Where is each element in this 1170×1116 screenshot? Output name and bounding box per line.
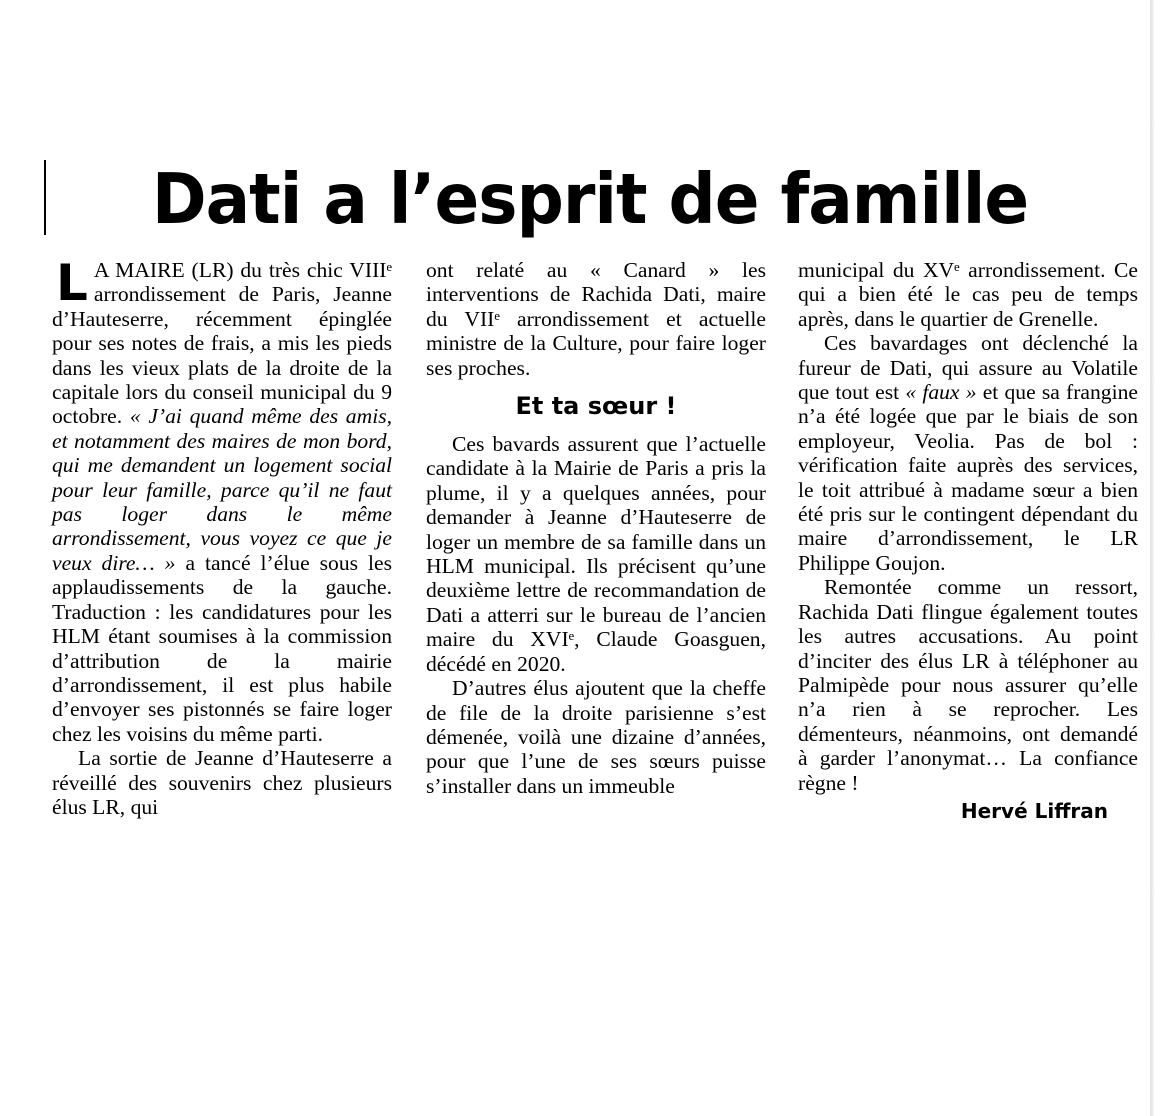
paragraph: D’autres élus ajoutent que la cheffe de file de la droite parisienne s’est démenée, voilà une dizaine d’années, pour que l’une de ses sœurs puisse s’installer dans un immeuble (426, 676, 766, 798)
paragraph-text: a tancé l’élue sous les applaudissements de la gauche. Traduction : les candidatures pour les HLM étant soumises à la commission d’attribution de la mairie d’arrondissement, il est plus habile d’envoyer ses pistonnés se faire loger chez les voisins du même parti. (52, 550, 393, 746)
section-subheading: Et ta sœur ! (515, 392, 677, 421)
author-signature: Hervé Liffran (960, 798, 1108, 823)
page-edge-shadow (1150, 0, 1154, 1116)
quotation: « J’ai quand même des amis, et notamment des maires de mon bord, qui me demandent un logement social pour leur famille, parce qu’il ne faut pas loger dans le même arrondissement, vous voyez ce que je veux dire… » (52, 404, 392, 575)
article-headline: Dati a l’esprit de famille (151, 159, 1029, 240)
article-column-1 (52, 254, 393, 819)
paragraph: Remontée comme un ressort, Rachida Dati flingue également toutes les autres accusations. Au point d’inciter des élus LR à téléphoner au Palmipède pour nous assurer qu’elle n’a rien à se reprocher. Les démenteurs, néanmoins, ont demandé à garder l’anonymat… La confiance règne ! (798, 575, 1138, 795)
paragraph-text: Ces bavardages ont déclenché la fureur de Dati, qui assure au Volatile que tout est (798, 331, 1138, 405)
article-column-3 (798, 258, 1138, 825)
paragraph: municipal du XVᵉ arrondissement. Ce qui a bien été le cas peu de temps après, dans le quartier de Grenelle. (798, 258, 1138, 331)
drop-cap: L (56, 254, 88, 312)
paragraph-text: A MAIRE (LR) du très chic VIIIᵉ arrondissement de Paris, Jeanne d’Hauteserre, récemment épinglée pour ses notes de frais, a mis les pieds dans les vieux plats de la droite de la capitale lors du conseil municipal du 9 octobre. (52, 258, 392, 429)
paragraph (798, 331, 1138, 575)
paragraph (52, 254, 393, 746)
column-rule-left (44, 160, 46, 235)
paragraph: Ces bavards assurent que l’actuelle candidate à la Mairie de Paris a pris la plume, il y a quelques années, pour demander à Jeanne d’Hauteserre de loger un membre de sa famille dans un HLM municipal. Ils précisent qu’une deuxième lettre de recommandation de Dati a atterri sur le bureau de l’ancien maire du XVIᵉ, Claude Goasguen, décédé en 2020. (426, 432, 766, 676)
paragraph-text: et que sa frangine n’a été logée que par le biais de son employeur, Veolia. Pas de bol : vérification faite auprès des services, le toit attribué à madame sœur a bien été pris sur le contingent dépendant du maire d’arrondissement, le LR Philippe Goujon. (798, 380, 1138, 575)
article-column-2 (426, 258, 766, 798)
quotation: « faux » (905, 380, 977, 405)
paragraph: ont relaté au « Canard » les interventions de Rachida Dati, maire du VIIᵉ arrondissement et actuelle ministre de la Culture, pour faire loger ses proches. (426, 258, 766, 380)
paragraph: La sortie de Jeanne d’Hauteserre a réveillé des souvenirs chez plusieurs élus LR, qui (52, 746, 392, 819)
